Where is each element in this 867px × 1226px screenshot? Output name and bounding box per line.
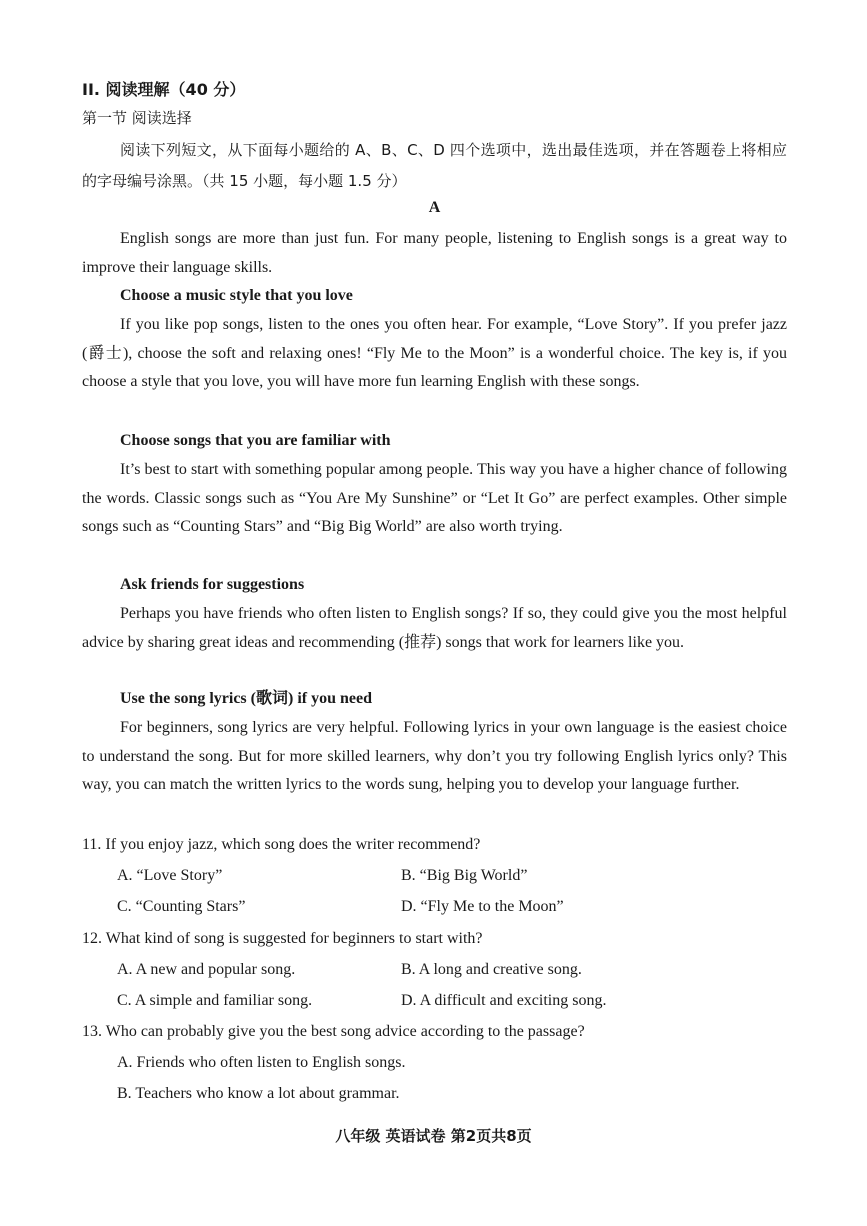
option-a[interactable]: A. “Love Story” (117, 867, 223, 884)
page-footer: 八年级 英语试卷 第2页共8页 (335, 1127, 532, 1145)
passage-heading: Choose songs that you are familiar with (120, 432, 391, 449)
part-title: 第一节 阅读选择 (82, 109, 192, 127)
instructions: 阅读下列短文，从下面每小题给的 A、B、C、D 四个选项中，选出最佳选项，并在答题卷上将相应的字母编号涂黑。（共 15 小题，每小题 1.5 分） (82, 141, 787, 190)
option-a[interactable]: A. A new and popular song. (117, 961, 296, 978)
section-title: II. 阅读理解（40 分） (82, 80, 246, 99)
option-d[interactable]: D. “Fly Me to the Moon” (401, 898, 564, 915)
passage-heading: Use the song lyrics (歌词) if you need (120, 690, 372, 707)
option-b[interactable]: B. “Big Big World” (401, 867, 528, 884)
passage-heading: Choose a music style that you love (120, 287, 353, 304)
option-c[interactable]: C. “Counting Stars” (117, 898, 246, 915)
question-stem: 12. What kind of song is suggested for beginners to start with? (82, 930, 483, 947)
passage-paragraph: It’s best to start with something popular among people. This way you have a higher chance of following the words. Classic songs such as “You Are My Sunshine” or “Let It Go” are perfect examples. Other simple songs such as “Counting Stars” and “Big Big World” are also worth trying. (82, 461, 787, 536)
option-b[interactable]: B. A long and creative song. (401, 961, 582, 978)
question-stem: 11. If you enjoy jazz, which song does the writer recommend? (82, 836, 481, 853)
option-c[interactable]: C. A simple and familiar song. (117, 992, 313, 1009)
passage-paragraph: Perhaps you have friends who often listen to English songs? If so, they could give you the most helpful advice by sharing great ideas and recommending (推荐) songs that work for learners like you. (82, 605, 787, 651)
option-b[interactable]: B. Teachers who know a lot about grammar. (117, 1085, 400, 1102)
option-a[interactable]: A. Friends who often listen to English songs. (117, 1054, 406, 1071)
option-d[interactable]: D. A difficult and exciting song. (401, 992, 607, 1009)
passage-paragraph: If you like pop songs, listen to the ones you often hear. For example, “Love Story”. If you prefer jazz (爵士), choose the soft and relaxing ones! “Fly Me to the Moon” is a wonderful choice. The key is, if you choose a style that you love, you will have more fun learning English with these songs. (82, 316, 787, 391)
passage-label: A (428, 199, 441, 216)
passage-heading: Ask friends for suggestions (120, 576, 305, 593)
question-stem: 13. Who can probably give you the best song advice according to the passage? (82, 1023, 585, 1040)
passage-intro: English songs are more than just fun. For many people, listening to English songs is a great way to improve their language skills. (82, 230, 787, 276)
passage-paragraph: For beginners, song lyrics are very helpful. Following lyrics in your own language is the easiest choice to understand the song. But for more skilled learners, why don’t you try following English lyrics only? This way, you can match the written lyrics to the words sung, helping you to develop your language further. (82, 719, 787, 794)
